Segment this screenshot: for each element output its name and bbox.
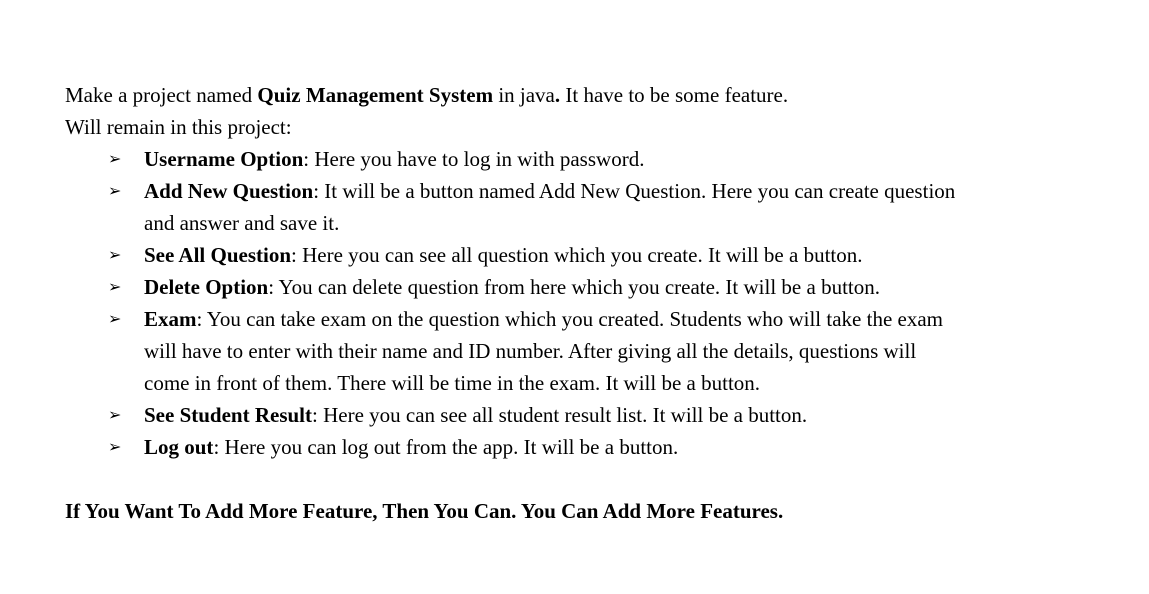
intro-line-2: Will remain in this project: <box>65 115 292 139</box>
feature-item-see-student-result <box>65 399 1125 431</box>
feature-title: Delete Option <box>144 275 269 299</box>
feature-title: Log out <box>144 435 214 459</box>
arrow-bullet-icon: ➢ <box>108 245 122 264</box>
feature-title: Exam <box>144 307 197 331</box>
feature-item-username-option <box>65 143 1125 175</box>
feature-text <box>144 303 1125 399</box>
feature-title: Add New Question <box>144 179 314 203</box>
feature-title: See All Question <box>144 243 292 267</box>
arrow-bullet-icon: ➢ <box>108 149 122 168</box>
feature-item-log-out <box>65 431 1125 463</box>
project-name: Quiz Management System <box>257 83 494 107</box>
feature-text <box>144 271 1125 303</box>
feature-text <box>144 175 1125 239</box>
arrow-bullet-icon: ➢ <box>108 405 122 424</box>
feature-text <box>144 239 1125 271</box>
feature-item-exam <box>65 303 1125 399</box>
feature-desc: : It will be a button named Add New Question. Here you can create question <box>313 179 956 203</box>
arrow-bullet-icon: ➢ <box>108 309 122 328</box>
intro-bold-period: . <box>554 83 561 107</box>
intro-prefix: Make a project named <box>65 83 258 107</box>
feature-desc: : Here you can see all student result list. It will be a button. <box>312 403 808 427</box>
feature-desc-continued: come in front of them. There will be time in the exam. It will be a button. <box>144 371 761 395</box>
feature-desc: : Here you can see all question which you create. It will be a button. <box>291 243 863 267</box>
feature-desc: : You can delete question from here which you create. It will be a button. <box>268 275 880 299</box>
arrow-bullet-icon: ➢ <box>108 181 122 200</box>
intro-suffix: It have to be some feature. <box>560 83 789 107</box>
feature-title: Username Option <box>144 147 304 171</box>
feature-item-delete-option <box>65 271 1125 303</box>
document-body <box>65 79 1125 527</box>
closing-statement: If You Want To Add More Feature, Then You Can. You Can Add More Features. <box>65 499 784 523</box>
feature-desc: : Here you have to log in with password. <box>303 147 645 171</box>
feature-item-see-all-question <box>65 239 1125 271</box>
feature-text <box>144 143 1125 175</box>
feature-desc-continued: and answer and save it. <box>144 211 340 235</box>
intro-mid: in java <box>493 83 555 107</box>
feature-desc: : You can take exam on the question which you created. Students who will take the exam <box>196 307 943 331</box>
feature-desc-continued: will have to enter with their name and ID number. After giving all the details, questions will <box>144 339 917 363</box>
paragraph-spacer <box>65 463 1125 495</box>
feature-list <box>65 143 1125 463</box>
feature-text <box>144 399 1125 431</box>
intro-line-1 <box>65 79 1125 111</box>
arrow-bullet-icon: ➢ <box>108 437 122 456</box>
feature-title: See Student Result <box>144 403 313 427</box>
feature-desc: : Here you can log out from the app. It will be a button. <box>213 435 679 459</box>
feature-item-add-new-question <box>65 175 1125 239</box>
arrow-bullet-icon: ➢ <box>108 277 122 296</box>
feature-text <box>144 431 1125 463</box>
